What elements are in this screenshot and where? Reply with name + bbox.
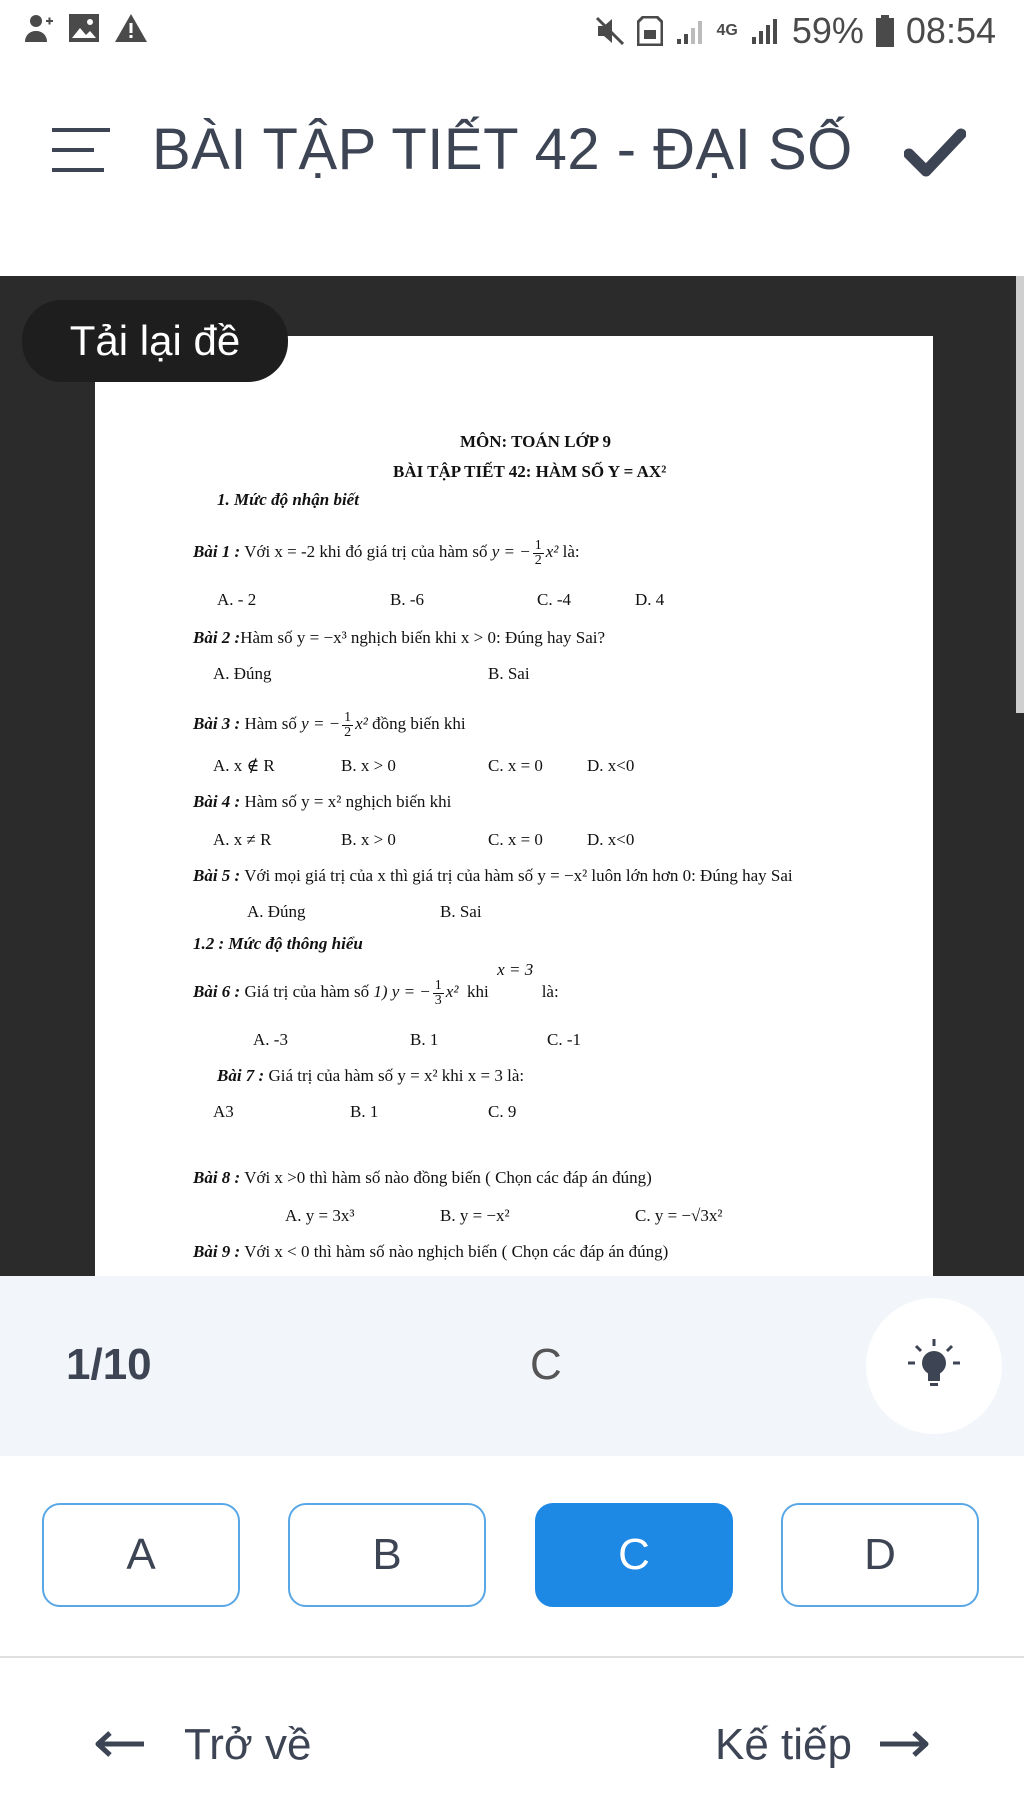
mute-icon bbox=[595, 16, 625, 46]
question-counter: 1/10 bbox=[66, 1340, 152, 1389]
q3-label: Bài 3 : bbox=[193, 714, 241, 733]
q8-option-b: B. y = −x² bbox=[440, 1206, 510, 1225]
q7-option-b: B. 1 bbox=[350, 1102, 379, 1121]
q4-option-a: A. x ≠ R bbox=[213, 830, 272, 849]
q6-option-b: B. 1 bbox=[410, 1030, 439, 1049]
question-8 bbox=[193, 1168, 652, 1188]
q6-fraction: $\frac{1}{3}$ bbox=[434, 977, 442, 1008]
doc-section-2: 1.2 : Mức độ thông hiểu bbox=[193, 934, 363, 953]
q1-label: Bài 1 : bbox=[193, 542, 241, 561]
q4-option-b: B. x > 0 bbox=[341, 830, 396, 849]
battery-percent: 59% bbox=[791, 10, 864, 51]
battery-icon bbox=[876, 15, 894, 47]
submit-check-icon[interactable] bbox=[904, 122, 966, 184]
q8-label: Bài 8 : bbox=[193, 1168, 241, 1187]
q8-option-a: A. y = 3x³ bbox=[285, 1206, 355, 1225]
doc-heading-2: BÀI TẬP TIẾT 42: HÀM SỐ Y = AX² bbox=[393, 462, 667, 481]
q9-text: Với x < 0 thì hàm số nào nghịch biến ( Chọn các đáp án đúng) bbox=[244, 1242, 669, 1261]
q1-option-c: C. -4 bbox=[537, 590, 571, 609]
q4-option-c: C. x = 0 bbox=[488, 830, 543, 849]
add-person-icon bbox=[22, 12, 54, 44]
app-bar bbox=[0, 62, 1024, 276]
next-label: Kế tiếp bbox=[715, 1720, 852, 1769]
selected-answer: C bbox=[530, 1340, 562, 1389]
answer-bar bbox=[0, 1276, 1024, 1456]
q6-option-c: C. -1 bbox=[547, 1030, 581, 1049]
q2-label: Bài 2 : bbox=[193, 628, 241, 647]
question-1: Bài 1 : Với x = -2 khi đó giá trị của hàm số y = − $\frac{1}{2}$ x² là: bbox=[193, 537, 580, 568]
q6-option-a: A. -3 bbox=[253, 1030, 288, 1049]
question-6: Bài 6 : Giá trị của hàm số 1) y = − $\frac{1}{3}$ x² khi x = 3 là: bbox=[193, 960, 559, 1008]
q2-text: Hàm số y = −x³ nghịch biến khi x > 0: Đúng hay Sai? bbox=[240, 628, 606, 647]
option-d-button[interactable]: D bbox=[781, 1503, 979, 1607]
status-notifications bbox=[22, 12, 148, 44]
q4-option-d: D. x<0 bbox=[587, 830, 635, 849]
q1-fraction: $\frac{1}{2}$ bbox=[534, 537, 542, 568]
network-type: 4G bbox=[716, 22, 738, 39]
option-a-button[interactable]: A bbox=[42, 1503, 240, 1607]
q2-option-a: A. Đúng bbox=[213, 664, 272, 683]
q7-option-c: C. 9 bbox=[488, 1102, 517, 1121]
q1-tail: là: bbox=[562, 542, 580, 561]
answer-options bbox=[0, 1456, 1024, 1656]
question-9 bbox=[193, 1242, 668, 1262]
question-3: Bài 3 : Hàm số y = − $\frac{1}{2}$ x² đồng biến khi bbox=[193, 709, 466, 740]
signal-icon bbox=[675, 17, 705, 45]
doc-heading-1: MÔN: TOÁN LỚP 9 bbox=[460, 432, 611, 451]
viewer-scrollbar[interactable] bbox=[1016, 276, 1024, 713]
page-title: BÀI TẬP TIẾT 42 - ĐẠI SỐ bbox=[152, 117, 853, 182]
q4-text: Hàm số y = x² nghịch biến khi bbox=[244, 792, 452, 811]
q2-option-b: B. Sai bbox=[488, 664, 530, 683]
image-icon bbox=[68, 13, 100, 43]
q5-text: Với mọi giá trị của x thì giá trị của hàm số y = −x² luôn lớn hơn 0: Đúng hay Sai bbox=[244, 866, 793, 885]
lightbulb-icon bbox=[906, 1336, 962, 1397]
q9-label: Bài 9 : bbox=[193, 1242, 241, 1261]
next-button[interactable] bbox=[715, 1720, 930, 1770]
q1-func: y = − bbox=[491, 542, 531, 561]
back-label: Trở về bbox=[184, 1720, 312, 1769]
sim-icon bbox=[637, 16, 663, 46]
q1-option-b: B. -6 bbox=[390, 590, 424, 609]
q3-option-a: A. x ∉ R bbox=[213, 756, 275, 775]
q6-label: Bài 6 : bbox=[193, 982, 241, 1001]
status-system bbox=[595, 10, 997, 52]
back-button[interactable] bbox=[94, 1720, 311, 1770]
document-page bbox=[95, 336, 933, 1276]
arrow-left-icon bbox=[94, 1720, 146, 1770]
question-7 bbox=[217, 1066, 524, 1086]
option-c-button[interactable]: C bbox=[535, 1503, 733, 1607]
hint-button[interactable] bbox=[866, 1298, 1002, 1434]
q7-text: Giá trị của hàm số y = x² khi x = 3 là: bbox=[268, 1066, 525, 1085]
q1-option-a: A. - 2 bbox=[217, 590, 257, 609]
q5-option-b: B. Sai bbox=[440, 902, 482, 921]
q8-text: Với x >0 thì hàm số nào đồng biến ( Chọn các đáp án đúng) bbox=[244, 1168, 652, 1187]
document-viewer[interactable] bbox=[0, 276, 1024, 1276]
q8-option-c: C. y = −√3x² bbox=[635, 1206, 723, 1225]
q3-option-b: B. x > 0 bbox=[341, 756, 396, 775]
q3-fraction: $\frac{1}{2}$ bbox=[344, 709, 352, 740]
q7-label: Bài 7 : bbox=[217, 1066, 265, 1085]
warning-icon bbox=[114, 13, 148, 43]
q7-option-a: A3 bbox=[213, 1102, 234, 1121]
q3-option-c: C. x = 0 bbox=[488, 756, 543, 775]
q5-label: Bài 5 : bbox=[193, 866, 241, 885]
status-bar bbox=[0, 0, 1024, 62]
q4-label: Bài 4 : bbox=[193, 792, 241, 811]
signal-icon-2 bbox=[750, 17, 780, 45]
q1-text: Với x = -2 khi đó giá trị của hàm số bbox=[244, 542, 488, 561]
question-5 bbox=[193, 866, 793, 886]
doc-section-1: 1. Mức độ nhận biết bbox=[217, 490, 359, 509]
question-2 bbox=[193, 628, 605, 648]
hamburger-menu-icon[interactable] bbox=[52, 128, 110, 172]
q1-option-d: D. 4 bbox=[635, 590, 665, 609]
q5-option-a: A. Đúng bbox=[247, 902, 306, 921]
option-b-button[interactable]: B bbox=[288, 1503, 486, 1607]
q3-option-d: D. x<0 bbox=[587, 756, 635, 775]
question-4 bbox=[193, 792, 451, 812]
bottom-navigation bbox=[0, 1658, 1024, 1820]
reload-exam-button[interactable]: Tải lại đề bbox=[22, 300, 288, 382]
arrow-right-icon bbox=[878, 1720, 930, 1770]
clock: 08:54 bbox=[905, 10, 996, 51]
